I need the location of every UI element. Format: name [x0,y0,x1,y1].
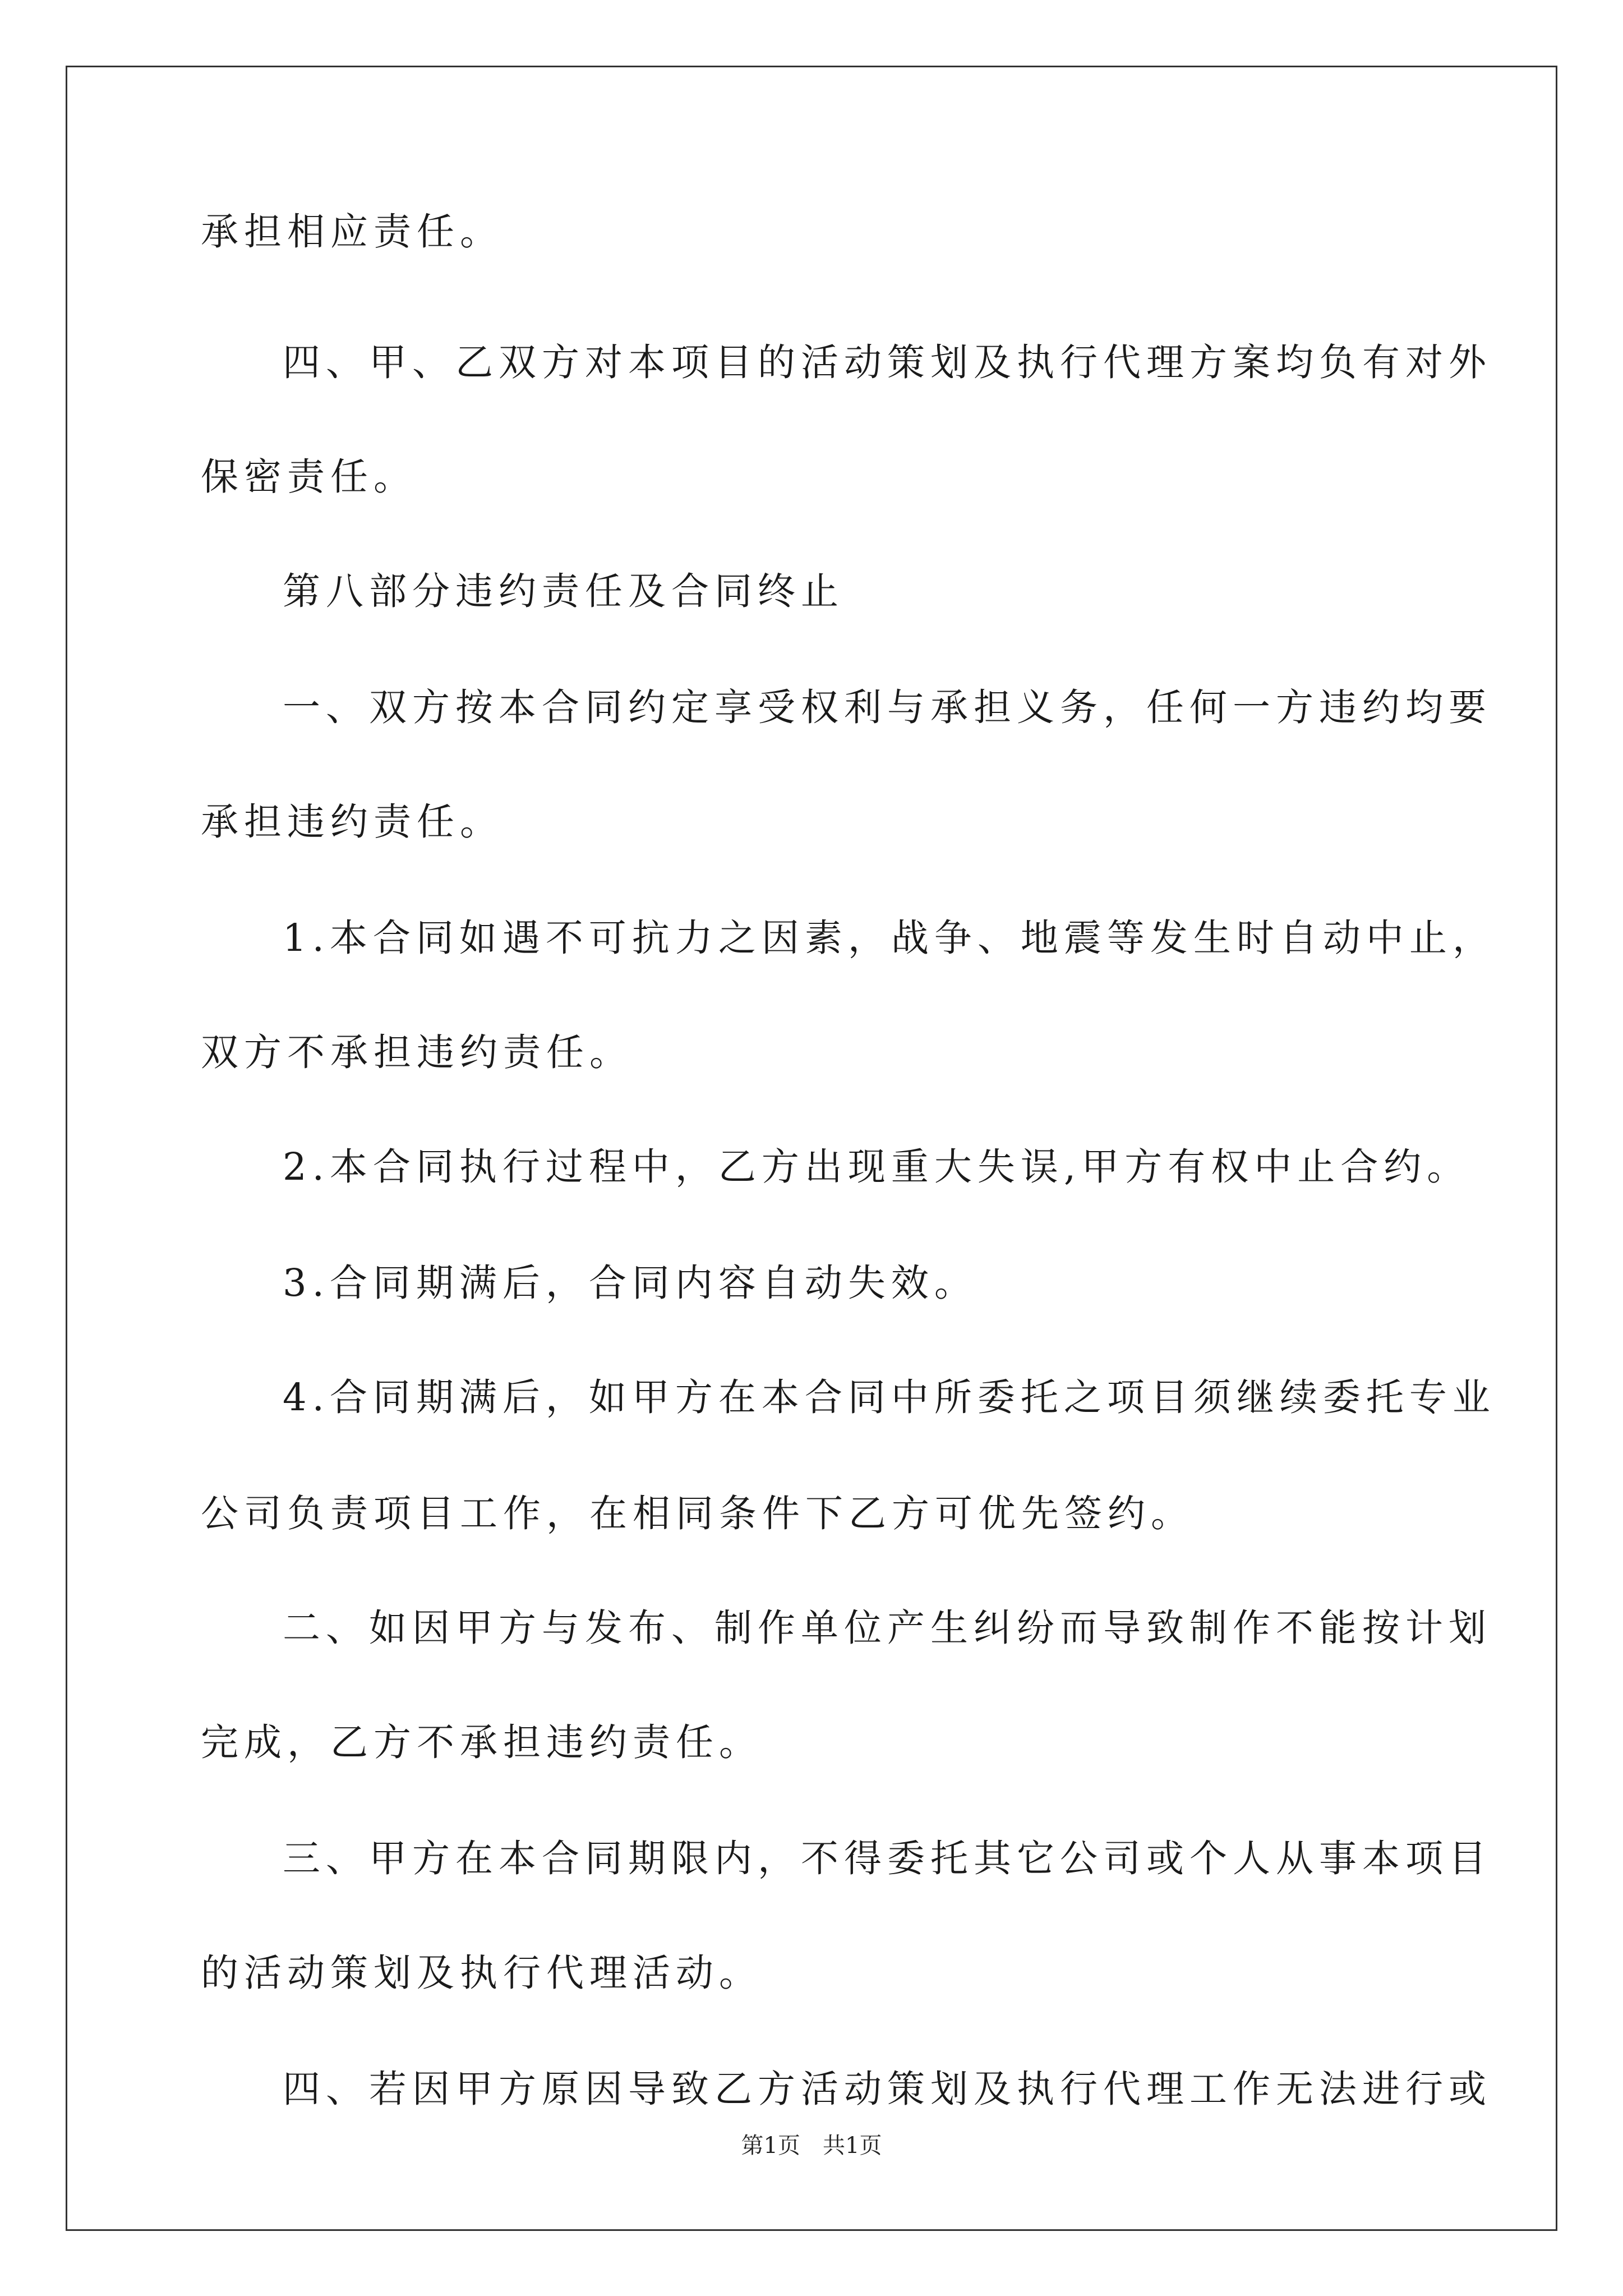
text-line: 承担违约责任。 [201,800,503,844]
text-line: 3.合同期满后，合同内容自动失效。 [283,1261,978,1305]
text-line: 保密责任。 [201,455,417,499]
text-line: 三、甲方在本合同期限内，不得委托其它公司或个人从事本项目 [283,1837,1492,1880]
text-line: 4.合同期满后，如甲方在本合同中所委托之项目须继续委托专业 [283,1375,1496,1419]
text-line: 承担相应责任。 [201,210,503,254]
text-line: 完成，乙方不承担违约责任。 [201,1720,762,1764]
text-line: 四、甲、乙双方对本项目的活动策划及执行代理方案均负有对外 [283,341,1492,384]
text-line: 二、如因甲方与发布、制作单位产生纠纷而导致制作不能按计划 [283,1606,1492,1650]
text-line: 一、双方按本合同约定享受权利与承担义务，任何一方违约均要 [283,685,1492,729]
text-line: 的活动策划及执行代理活动。 [201,1951,762,1995]
text-line: 2.本合同执行过程中，乙方出现重大失误,甲方有权中止合约。 [283,1145,1470,1189]
text-line: 双方不承担违约责任。 [201,1030,633,1074]
text-line: 四、若因甲方原因导致乙方活动策划及执行代理工作无法进行或 [283,2067,1492,2111]
section-heading: 第八部分违约责任及合同终止 [283,569,844,613]
text-line: 公司负责项目工作，在相同条件下乙方可优先签约。 [201,1492,1194,1535]
text-line: 1.本合同如遇不可抗力之因素，战争、地震等发生时自动中止， [283,916,1496,960]
page-footer: 第1页 共1页 [741,2133,882,2159]
